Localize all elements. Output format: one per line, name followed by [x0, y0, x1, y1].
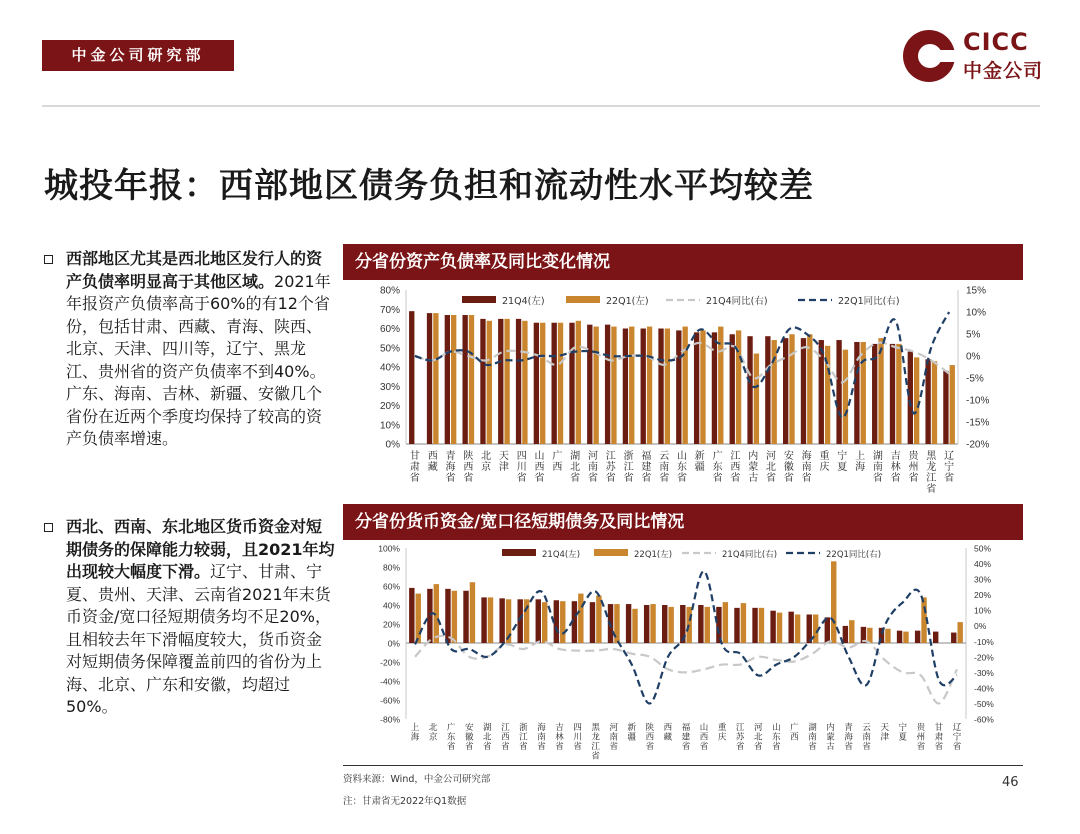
bar-21q4	[770, 611, 775, 643]
bar-21q4	[694, 332, 699, 444]
category-label: 江西省	[501, 723, 510, 752]
bar-22q1	[469, 315, 474, 444]
bar-21q4	[590, 602, 595, 643]
left-axis-tick-label: 0%	[385, 439, 400, 451]
bar-21q4	[516, 319, 521, 444]
chart-1-title: 分省份资产负债率及同比变化情况	[343, 244, 1023, 280]
bar-22q1	[795, 615, 800, 644]
page-number: 46	[1002, 775, 1019, 790]
category-label: 上海	[410, 723, 420, 743]
category-label: 湖北省	[483, 723, 492, 752]
bar-21q4	[569, 323, 574, 444]
bullet-2-text: 辽宁、甘肃、宁夏、贵州、天津、云南省2021年末货币资金/宽口径短期债务均不足20%，且相较去年下滑幅度较大，货币资金对短期债务保障覆盖前四的省份为上海、北京、广东和安徽，均超过50%。	[66, 562, 331, 716]
bar-21q4	[933, 632, 938, 643]
bar-22q1	[914, 357, 919, 444]
bar-22q1	[878, 338, 883, 444]
legend-22q1-yoy-label: 22Q1同比(右)	[838, 296, 900, 307]
category-label: 广东省	[446, 723, 456, 752]
bullet-1-text: 2021年年报资产负债率高于60%的有12个省份，包括甘肃、西藏、青海、陕西、北京、天津、四川等，辽宁、黑龙江、贵州省的资产负债率不到40%。广东、海南、吉林、新疆、安徽几个省份在近两个季度均保持了较高的资产负债率增速。	[66, 271, 331, 448]
category-label: 山西省	[534, 451, 545, 484]
bar-22q1	[700, 330, 705, 444]
bar-21q4	[552, 323, 557, 444]
legend-21q4-swatch	[462, 296, 496, 303]
bar-21q4	[836, 340, 841, 444]
left-axis-tick-label: 50%	[379, 343, 400, 355]
right-axis-tick-label: -15%	[966, 417, 990, 429]
category-label: 辽宁省	[952, 723, 962, 752]
bar-22q1	[754, 354, 759, 444]
line-22q1-yoy	[415, 571, 957, 703]
bar-22q1	[593, 327, 598, 444]
category-label: 江西省	[730, 451, 741, 484]
legend-22q1-yoy-label: 22Q1同比(右)	[826, 550, 882, 560]
category-label: 福建省	[681, 723, 691, 752]
bar-22q1	[683, 327, 688, 444]
section-tag: 中金公司研究部	[42, 40, 234, 71]
left-axis-tick-label: 80%	[382, 562, 400, 573]
bar-22q1	[647, 327, 652, 444]
category-label: 海南省	[801, 451, 812, 484]
legend-21q4-yoy-label: 21Q4同比(右)	[706, 296, 768, 307]
right-axis-tick-label: 20%	[974, 590, 992, 601]
bar-22q1	[596, 596, 601, 644]
bar-21q4	[480, 319, 485, 444]
bar-21q4	[605, 325, 610, 444]
bar-21q4	[499, 598, 504, 643]
bar-22q1	[896, 344, 901, 444]
logo-text-en: CICC	[963, 28, 1029, 56]
bar-22q1	[903, 632, 908, 643]
bar-22q1	[807, 334, 812, 444]
left-axis-tick-label: 40%	[382, 600, 400, 611]
bar-22q1	[759, 608, 764, 643]
left-axis-tick-label: 100%	[378, 543, 400, 554]
category-label: 海南省	[537, 723, 546, 752]
category-label: 广东省	[712, 451, 723, 484]
right-axis-tick-label: -50%	[974, 698, 994, 709]
category-label: 浙江省	[519, 723, 528, 752]
category-label: 河南省	[587, 451, 598, 484]
bar-21q4	[908, 352, 913, 444]
category-label: 江苏省	[735, 723, 745, 752]
bar-21q4	[623, 329, 628, 445]
category-label: 天津	[498, 451, 509, 473]
category-label: 安徽省	[464, 723, 474, 752]
bar-21q4	[765, 336, 770, 444]
bar-21q4	[698, 605, 703, 643]
right-axis-tick-label: 10%	[966, 307, 987, 319]
bar-22q1	[777, 613, 782, 643]
bar-21q4	[730, 334, 735, 444]
chart-2-title: 分省份货币资金/宽口径短期债务及同比情况	[343, 504, 1023, 540]
category-label: 河北省	[766, 451, 777, 484]
category-label: 湖南省	[808, 723, 817, 752]
category-label: 西藏	[663, 723, 673, 743]
bar-21q4	[518, 599, 523, 643]
bar-22q1	[723, 602, 728, 643]
right-axis-tick-label: 40%	[974, 559, 992, 570]
category-label: 黑龙江省	[591, 723, 600, 762]
bar-22q1	[772, 340, 777, 444]
bar-21q4	[951, 633, 956, 643]
bar-21q4	[843, 626, 848, 643]
bar-21q4	[897, 631, 902, 643]
right-axis-tick-label: -30%	[974, 667, 994, 678]
right-axis-tick-label: 15%	[966, 285, 987, 297]
category-label: 宁夏	[837, 451, 848, 473]
left-axis-tick-label: -60%	[380, 695, 400, 706]
bar-22q1	[576, 321, 581, 444]
category-label: 湖北省	[570, 451, 581, 484]
line-22q1-yoy	[415, 312, 949, 418]
bar-21q4	[825, 617, 830, 643]
bar-21q4	[788, 612, 793, 643]
bar-21q4	[463, 591, 468, 643]
right-axis-tick-label: -10%	[966, 395, 990, 407]
left-axis-tick-label: 80%	[379, 285, 400, 297]
category-label: 内蒙古	[748, 451, 759, 484]
bar-21q4	[626, 604, 631, 643]
bar-22q1	[611, 327, 616, 444]
category-label: 吉林省	[555, 723, 564, 752]
bar-22q1	[504, 319, 509, 444]
right-axis-tick-label: 0%	[966, 351, 981, 363]
bar-22q1	[668, 607, 673, 643]
bar-22q1	[932, 361, 937, 444]
category-label: 重庆	[819, 451, 830, 473]
bar-21q4	[676, 330, 681, 444]
left-axis-tick-label: 60%	[382, 581, 400, 592]
left-axis-tick-label: 0%	[387, 638, 400, 649]
source-note: 资料来源：Wind，中金公司研究部	[343, 774, 491, 785]
bar-21q4	[662, 605, 667, 643]
category-label: 新疆	[694, 451, 705, 473]
right-axis-tick-label: -5%	[966, 373, 984, 385]
right-axis-tick-label: -20%	[966, 439, 990, 451]
category-label: 湖南省	[872, 451, 883, 484]
source-divider	[343, 765, 1023, 766]
category-label: 甘肃省	[934, 723, 944, 752]
bar-21q4	[801, 338, 806, 444]
bar-22q1	[416, 594, 421, 643]
category-label: 北京	[428, 723, 438, 743]
category-label: 甘肃省	[409, 451, 420, 484]
left-axis-tick-label: 20%	[379, 401, 400, 412]
bar-22q1	[542, 602, 547, 643]
bar-21q4	[427, 589, 432, 643]
bar-21q4	[890, 344, 895, 444]
right-axis-tick-label: 50%	[974, 543, 992, 554]
left-axis-tick-label: 40%	[379, 362, 400, 374]
category-label: 吉林省	[890, 451, 901, 484]
bar-21q4	[462, 315, 467, 444]
bar-22q1	[650, 604, 655, 643]
bar-22q1	[843, 350, 848, 444]
category-label: 西藏	[427, 451, 438, 473]
logo-text-cn: 中金公司	[963, 60, 1044, 82]
bar-22q1	[632, 609, 637, 643]
bar-21q4	[587, 325, 592, 444]
category-label: 宁夏	[898, 723, 908, 743]
category-label: 贵州省	[916, 723, 926, 752]
bar-21q4	[783, 338, 788, 444]
bar-22q1	[488, 597, 493, 643]
right-axis-tick-label: 0%	[974, 621, 987, 632]
legend-22q1-swatch	[566, 296, 600, 303]
category-label: 广西	[790, 723, 799, 743]
right-axis-tick-label: 10%	[974, 605, 992, 616]
bar-21q4	[641, 329, 646, 445]
bar-22q1	[861, 342, 866, 444]
category-label: 青海省	[445, 451, 456, 484]
bar-22q1	[452, 591, 457, 643]
bar-22q1	[885, 629, 890, 643]
right-axis-tick-label: -20%	[974, 652, 994, 663]
category-label: 上海	[855, 451, 866, 473]
category-label: 新疆	[627, 723, 637, 743]
category-label: 四川省	[573, 723, 582, 752]
bar-21q4	[409, 588, 414, 643]
bar-21q4	[747, 336, 752, 444]
bar-22q1	[487, 321, 492, 444]
bar-22q1	[558, 323, 563, 444]
bar-22q1	[470, 582, 475, 643]
bar-21q4	[658, 329, 663, 445]
line-21q4-yoy	[415, 636, 957, 704]
page-title: 城投年报：西部地区债务负担和流动性水平均较差	[44, 166, 814, 206]
left-axis-tick-label: 70%	[379, 304, 400, 316]
category-label: 辽宁省	[944, 451, 955, 484]
bar-21q4	[427, 313, 432, 444]
left-axis-tick-label: -80%	[380, 714, 400, 725]
bar-21q4	[734, 608, 739, 643]
category-label: 四川省	[516, 451, 527, 484]
bar-22q1	[433, 313, 438, 444]
right-axis-tick-label: 5%	[966, 329, 981, 341]
bar-22q1	[665, 329, 670, 445]
category-label: 青海省	[844, 723, 853, 752]
bar-21q4	[445, 315, 450, 444]
category-label: 浙江省	[623, 451, 634, 484]
category-label: 云南省	[659, 451, 670, 484]
bar-21q4	[644, 605, 649, 643]
category-label: 重庆	[717, 723, 727, 743]
category-label: 江苏省	[605, 451, 616, 484]
category-label: 北京	[481, 451, 492, 473]
right-axis-tick-label: -40%	[974, 683, 994, 694]
bar-21q4	[409, 311, 414, 444]
category-label: 内蒙古	[826, 723, 835, 752]
bar-22q1	[451, 315, 456, 444]
category-label: 天津	[880, 723, 889, 743]
category-label: 广西	[552, 451, 563, 473]
bar-22q1	[578, 594, 583, 643]
bar-21q4	[534, 323, 539, 444]
category-label: 山西省	[699, 723, 709, 752]
category-label: 贵州省	[908, 451, 919, 484]
legend-22q1-label: 22Q1(左)	[634, 550, 673, 560]
bar-21q4	[536, 599, 541, 643]
left-axis-tick-label: 10%	[379, 420, 400, 432]
bar-21q4	[445, 589, 450, 643]
bar-22q1	[957, 622, 962, 643]
legend-22q1-label: 22Q1(左)	[606, 296, 649, 307]
category-label: 山东省	[677, 451, 687, 484]
bar-21q4	[943, 371, 948, 444]
bar-22q1	[849, 620, 854, 643]
left-axis-tick-label: 20%	[382, 619, 400, 630]
left-axis-tick-label: -40%	[380, 676, 400, 687]
right-axis-tick-label: -60%	[974, 714, 994, 725]
bar-21q4	[915, 631, 920, 643]
category-label: 山东省	[772, 723, 781, 752]
category-label: 陕西省	[463, 451, 474, 484]
category-label: 福建省	[641, 451, 652, 484]
bar-21q4	[498, 319, 503, 444]
bar-22q1	[831, 561, 836, 643]
bar-22q1	[629, 327, 634, 444]
right-axis-tick-label: -10%	[974, 636, 994, 647]
category-label: 河南省	[609, 723, 618, 752]
bar-21q4	[481, 597, 486, 643]
category-label: 河北省	[754, 723, 763, 752]
right-axis-tick-label: 30%	[974, 574, 992, 585]
legend-21q4-swatch	[502, 549, 536, 556]
legend-21q4-yoy-label: 21Q4同比(右)	[722, 550, 778, 560]
legend-21q4-label: 21Q4(左)	[502, 296, 545, 307]
bullet-2-bold: 西北、西南、东北地区货币资金对短期债务的保障能力较弱，且2021年均出现较大幅度下滑。	[66, 517, 335, 581]
bar-21q4	[752, 608, 757, 643]
bar-22q1	[741, 603, 746, 643]
bar-21q4	[716, 607, 721, 643]
bar-22q1	[540, 323, 545, 444]
category-label: 陕西省	[645, 723, 655, 752]
bullet-1-bold: 西部地区尤其是西北地区发行人的资产负债率明显高于其他区域。	[66, 249, 323, 291]
category-label: 安徽省	[783, 451, 794, 484]
legend-21q4-label: 21Q4(左)	[542, 550, 581, 560]
bar-22q1	[705, 607, 710, 643]
footnote: 注：甘肃省无2022年Q1数据	[343, 796, 467, 807]
left-axis-tick-label: -20%	[380, 657, 400, 668]
bar-22q1	[560, 601, 565, 643]
legend-22q1-swatch	[594, 549, 628, 556]
left-axis-tick-label: 30%	[379, 381, 400, 393]
category-label: 黑龙江省	[926, 451, 937, 495]
bar-22q1	[789, 334, 794, 444]
bar-22q1	[950, 365, 955, 444]
bar-22q1	[522, 321, 527, 444]
category-label: 云南省	[862, 723, 871, 752]
left-axis-tick-label: 60%	[379, 324, 400, 335]
